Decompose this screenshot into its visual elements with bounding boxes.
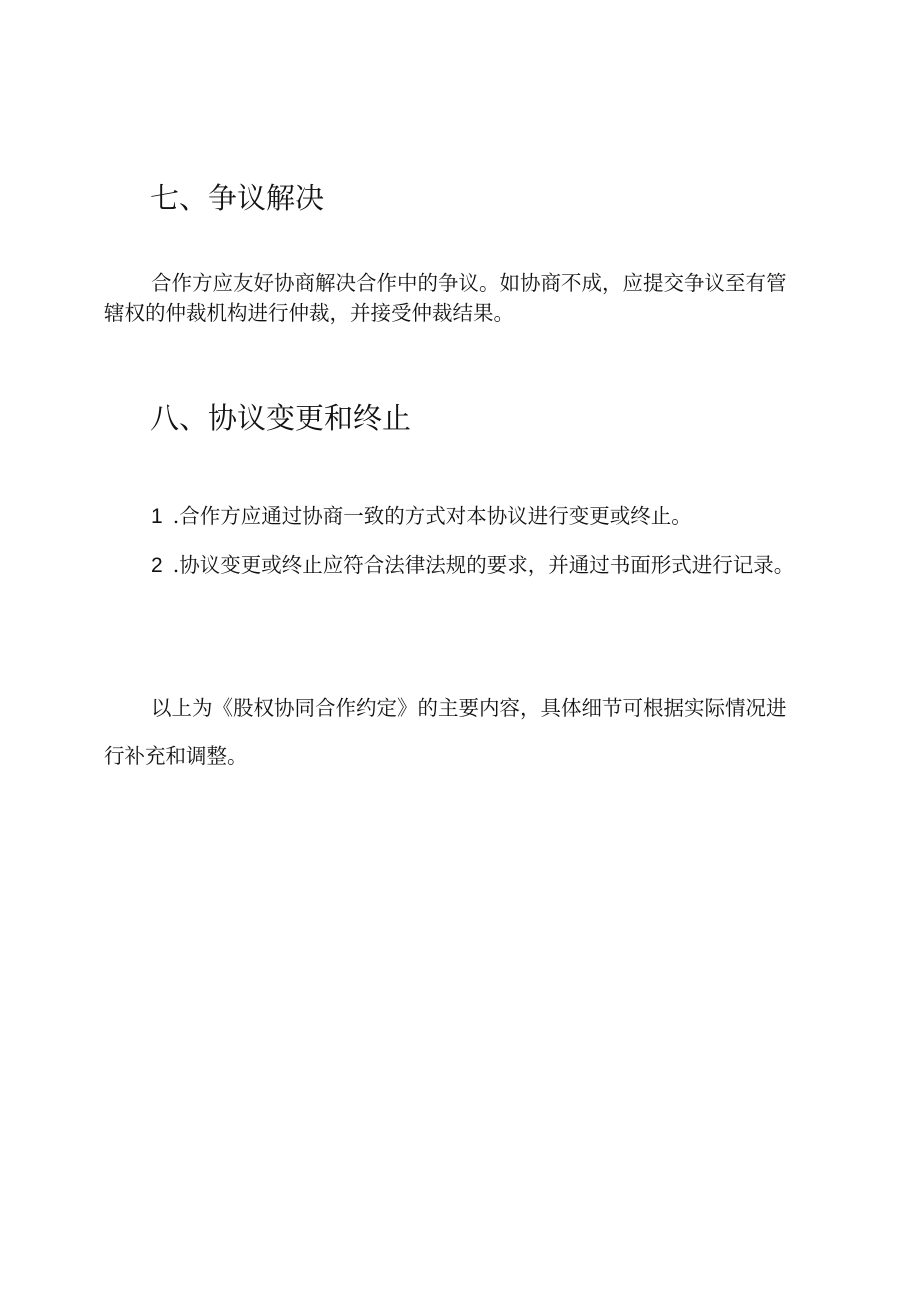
- section-heading-amendment-termination: 八、协议变更和终止: [150, 401, 412, 435]
- dispute-resolution-paragraph: 合作方应友好协商解决合作中的争议。如协商不成，应提交争议至有管辖权的仲裁机构进行仲裁，并接受仲裁结果。: [104, 271, 787, 325]
- list-item-number: 1: [151, 505, 163, 528]
- section-heading-dispute-resolution: 七、争议解决: [150, 181, 325, 215]
- list-item-number: 2: [151, 554, 163, 577]
- closing-paragraph: 以上为《股权协同合作约定》的主要内容，具体细节可根据实际情况进行补充和调整。: [104, 696, 787, 768]
- list-item: [104, 541, 804, 590]
- list-item-text: .协议变更或终止应符合法律法规的要求，并通过书面形式进行记录。: [172, 553, 795, 577]
- list-item-text: .合作方应通过协商一致的方式对本协议进行变更或终止。: [172, 504, 692, 528]
- list-item: [104, 492, 804, 541]
